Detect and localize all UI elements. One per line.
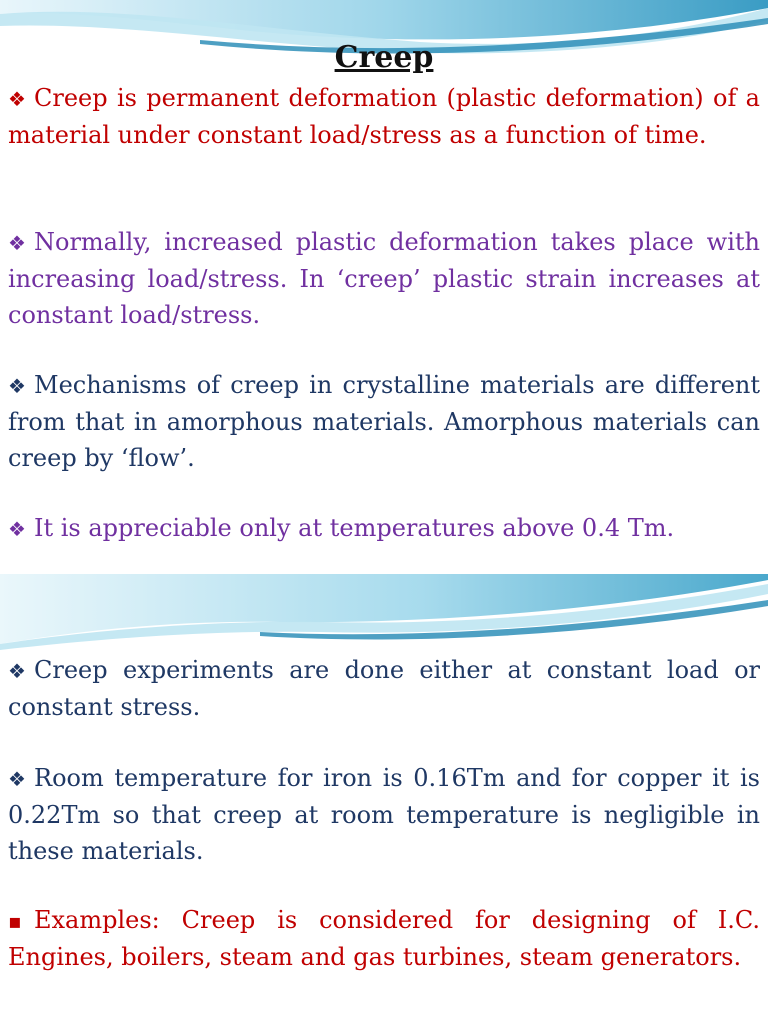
diamond-bullet-icon: ❖ [8, 231, 26, 255]
bullet-paragraph [8, 652, 760, 725]
diamond-bullet-icon: ❖ [8, 767, 26, 791]
bullet-paragraph [8, 902, 760, 975]
bullet-text: Creep experiments are done either at constant load or constant stress. [8, 656, 760, 721]
bullet-paragraph [8, 367, 760, 476]
bullet-text: Examples: Creep is considered for designing of I.C. Engines, boilers, steam and gas turbines, steam generators. [8, 906, 760, 971]
bullet-text: It is appreciable only at temperatures above 0.4 Tm. [34, 514, 675, 542]
bullet-paragraph [8, 510, 760, 547]
diamond-bullet-icon: ❖ [8, 87, 26, 111]
diamond-bullet-icon: ❖ [8, 517, 26, 541]
bullet-text: Normally, increased plastic deformation takes place with increasing load/stress. In ‘creep’ plastic strain increases at constant load/stress. [8, 228, 760, 329]
bullet-text: Mechanisms of creep in crystalline materials are different from that in amorphous materials. Amorphous materials can creep by ‘flow’. [8, 371, 760, 472]
page-title: Creep [334, 40, 434, 75]
bullet-paragraph [8, 760, 760, 869]
bullet-text: Creep is permanent deformation (plastic deformation) of a material under constant load/stress as a function of time. [8, 84, 760, 149]
square-bullet-icon: ▪ [8, 909, 22, 933]
diamond-bullet-icon: ❖ [8, 374, 26, 398]
wave-banner [0, 574, 768, 654]
slide-2 [0, 574, 768, 1024]
bullet-paragraph [8, 80, 760, 153]
bullet-text: Room temperature for iron is 0.16Tm and for copper it is 0.22Tm so that creep at room temperature is negligible in these materials. [8, 764, 760, 865]
diamond-bullet-icon: ❖ [8, 659, 26, 683]
bullet-paragraph [8, 224, 760, 333]
